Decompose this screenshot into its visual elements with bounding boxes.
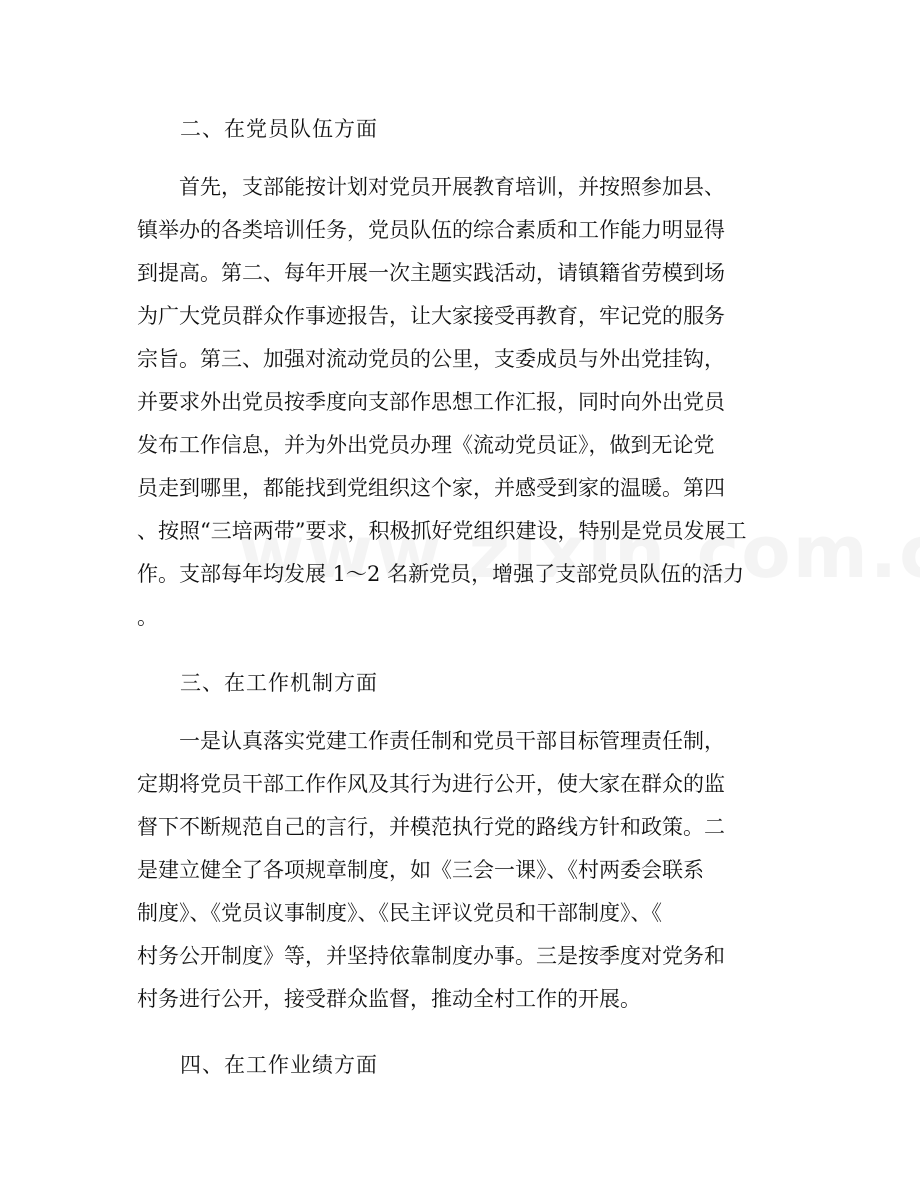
paragraph-line: 。 [137,605,158,629]
paragraph-line: 制度》、《党员议事制度》、《民主评议党员和干部制度》、《 [137,901,662,925]
paragraph-line: 是建立健全了各项规章制度，如《三会一课》、《村两委会联系 [137,858,704,882]
paragraph-line: 村务公开制度》等，并坚持依靠制度办事。三是按季度对党务和 [137,944,725,968]
paragraph-line: 定期将党员干部工作作风及其行为进行公开，使大家在群众的监 [137,772,725,796]
section-heading-4: 四、在工作业绩方面 [180,1053,378,1077]
paragraph-line: 一是认真落实党建工作责任制和党员干部目标管理责任制， [137,729,725,753]
section-heading-2: 二、在党员队伍方面 [180,117,378,141]
paragraph-line: 到提高。第二、每年开展一次主题实践活动，请镇籍省劳模到场 [137,261,725,285]
paragraph-line: 、按照“三培两带”要求，积极抓好党组织建设，特别是党员发展工 [137,519,747,543]
paragraph-line: 并要求外出党员按季度向支部作思想工作汇报，同时向外出党员 [137,390,725,414]
section-heading-3: 三、在工作机制方面 [180,671,378,695]
paragraph-line: 为广大党员群众作事迹报告，让大家接受再教育，牢记党的服务 [137,304,725,328]
paragraph-line: 作。支部每年均发展 1～2 名新党员，增强了支部党员队伍的活力 [137,562,745,586]
paragraph-line: 首先，支部能按计划对党员开展教育培训，并按照参加县、 [137,175,725,199]
paragraph-line: 督下不断规范自己的言行，并模范执行党的路线方针和政策。二 [137,815,725,839]
paragraph-line: 发布工作信息，并为外出党员办理《流动党员证》，做到无论党 [137,433,715,457]
paragraph-line: 镇举办的各类培训任务，党员队伍的综合素质和工作能力明显得 [137,218,725,242]
paragraph-line: 员走到哪里，都能找到党组织这个家，并感受到家的温暖。第四 [137,476,725,500]
paragraph-line: 宗旨。第三、加强对流动党员的公里，支委成员与外出党挂钩， [137,347,725,371]
paragraph-line: 村务进行公开，接受群众监督，推动全村工作的开展。 [137,987,641,1011]
